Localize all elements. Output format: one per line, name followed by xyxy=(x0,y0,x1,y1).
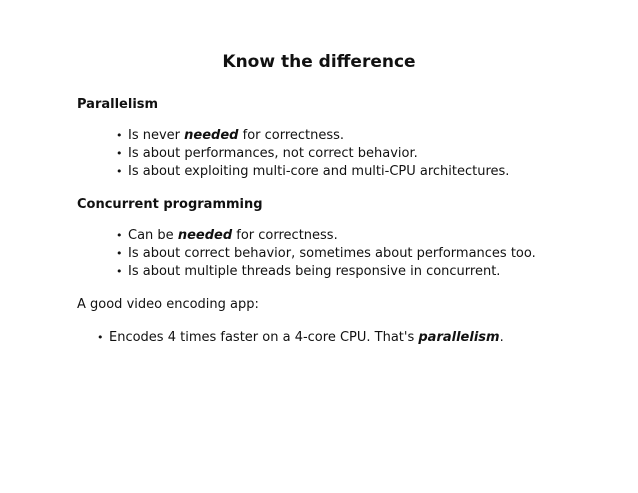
bullet-emphasis: parallelism xyxy=(418,330,500,345)
list-item xyxy=(116,164,509,180)
section-heading-parallelism: Parallelism xyxy=(77,97,159,112)
list-item xyxy=(116,264,536,280)
bullet-icon: • xyxy=(116,247,123,260)
bullet-icon: • xyxy=(97,331,104,344)
bullet-icon: • xyxy=(116,165,123,178)
bullet-text: Is never xyxy=(128,128,185,143)
slide-title: Know the difference xyxy=(222,52,416,72)
list-item xyxy=(116,128,509,144)
bullet-text: Is about exploiting multi-core and multi-CPU architectures. xyxy=(128,164,510,179)
list-item xyxy=(116,146,509,162)
concurrent-bullet-list xyxy=(116,228,536,280)
example-intro: A good video encoding app: xyxy=(77,297,259,312)
bullet-icon: • xyxy=(116,229,123,242)
bullet-text-tail: for correctness. xyxy=(238,128,345,143)
bullet-text: Is about multiple threads being responsive in concurrent. xyxy=(128,264,501,279)
bullet-text: Can be xyxy=(128,228,178,243)
bullet-text: Encodes 4 times faster on a 4-core CPU. That's xyxy=(109,330,419,345)
bullet-emphasis: needed xyxy=(177,228,233,243)
bullet-emphasis: needed xyxy=(184,128,239,143)
bullet-icon: • xyxy=(116,147,123,160)
section-heading-concurrent-programming: Concurrent programming xyxy=(77,197,263,212)
bullet-icon: • xyxy=(116,265,123,278)
bullet-icon: • xyxy=(116,129,123,142)
bullet-text-tail: . xyxy=(499,330,504,345)
example-bullet-list xyxy=(97,330,504,346)
bullet-text: Is about performances, not correct behavior. xyxy=(128,146,418,161)
list-item xyxy=(116,246,536,262)
bullet-text-tail: for correctness. xyxy=(232,228,338,243)
bullet-text: Is about correct behavior, sometimes about performances too. xyxy=(128,246,536,261)
list-item xyxy=(97,330,504,346)
parallelism-bullet-list xyxy=(116,128,509,180)
list-item xyxy=(116,228,536,244)
